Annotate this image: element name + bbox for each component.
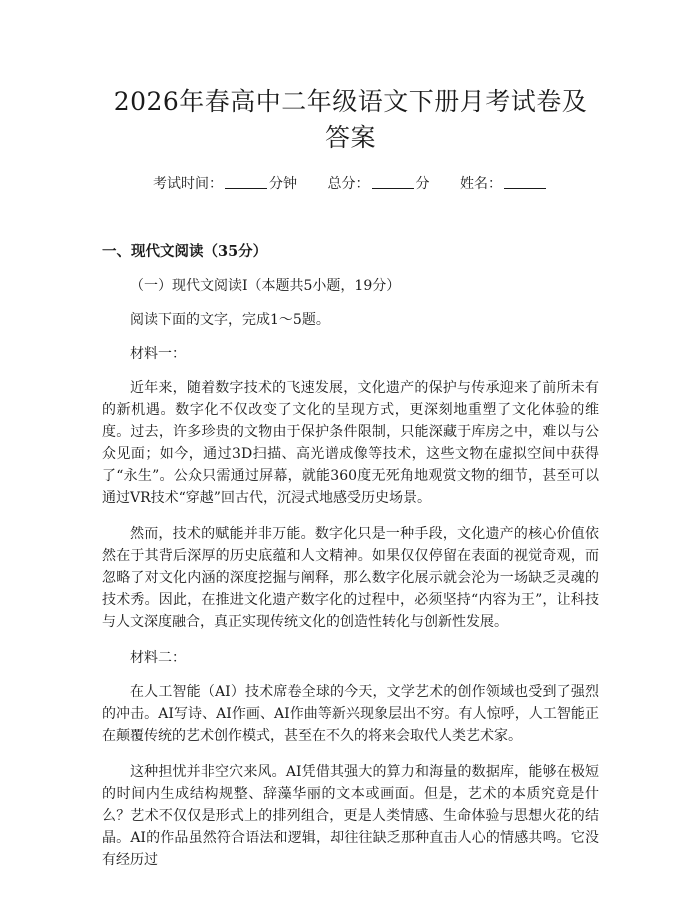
exam-time-unit: 分钟 [269, 176, 298, 192]
exam-title: 2026年春高中二年级语文下册月考试卷及答案 [113, 87, 588, 152]
total-score-field [328, 174, 430, 194]
total-score-blank[interactable] [372, 175, 414, 189]
total-score-unit: 分 [415, 176, 430, 192]
student-name-blank[interactable] [504, 175, 546, 189]
exam-time-field [153, 174, 297, 194]
material-2-paragraph: 在人工智能（AI）技术席卷全球的今天，文学艺术的创作领域也受到了强烈的冲击。AI写诗、AI作画、AI作曲等新兴现象层出不穷。有人惊呼，人工智能正在颠覆传统的艺术创作模式，甚至在不久的将来会取代人类艺术家。 [102, 684, 599, 744]
section-heading-reading: 一、现代文阅读（35分） [102, 243, 268, 260]
student-name-label: 姓名： [459, 176, 502, 192]
exam-time-label: 考试时间： [153, 176, 224, 192]
material-1-label: 材料一： [130, 346, 186, 362]
subsection-heading: （一）现代文阅读Ⅰ（本题共5小题，19分） [130, 278, 401, 294]
total-score-label: 总分： [327, 176, 370, 192]
exam-time-blank[interactable] [225, 175, 267, 189]
reading-instruction: 阅读下面的文字，完成1～5题。 [130, 312, 330, 328]
exam-info-row [102, 174, 599, 194]
material-1-paragraph: 近年来，随着数字技术的飞速发展，文化遗产的保护与传承迎来了前所未有的新机遇。数字化不仅改变了文化的呈现方式，更深刻地重塑了文化体验的维度。过去，许多珍贵的文物由于保护条件限制，只能深藏于库房之中，难以与公众见面；如今，通过3D扫描、高光谱成像等技术，这些文物在虚拟空间中获得了“永生”。公众只需通过屏幕，就能360度无死角地观赏文物的细节，甚至可以通过VR技术“穿越”回古代，沉浸式地感受历史场景。 [102, 380, 599, 506]
student-name-field [460, 174, 548, 194]
material-1-paragraph: 然而，技术的赋能并非万能。数字化只是一种手段，文化遗产的核心价值依然在于其背后深厚的历史底蕴和人文精神。如果仅仅停留在表面的视觉奇观，而忽略了对文化内涵的深度挖掘与阐释，那么数字化展示就会沦为一场缺乏灵魂的技术秀。因此，在推进文化遗产数字化的过程中，必须坚持“内容为王”，让科技与人文深度融合，真正实现传统文化的创造性转化与创新性发展。 [102, 526, 599, 630]
material-2-label: 材料二： [130, 650, 186, 666]
material-2-paragraph: 这种担忧并非空穴来风。AI凭借其强大的算力和海量的数据库，能够在极短的时间内生成结构规整、辞藻华丽的文本或画面。但是，艺术的本质究竟是什么？艺术不仅仅是形式上的排列组合，更是人类情感、生命体验与思想火花的结晶。AI的作品虽然符合语法和逻辑，却往往缺乏那种直击人心的情感共鸣。它没有经历过 [102, 764, 599, 868]
